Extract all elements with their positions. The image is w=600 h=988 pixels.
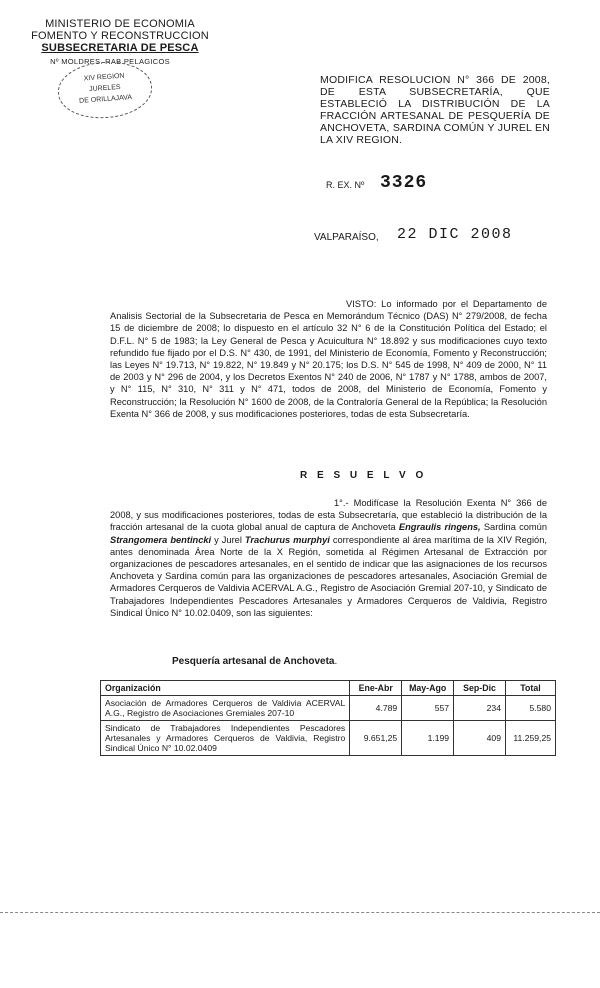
article-1-text: 1°.- Modifícase la Resolución Exenta N° 366 de 2008, y sus modificaciones posteriores, todas de esta Subsecretaría, que estableció la distribución de la fracción artesanal de la cuota global anual de captura de Anchoveta [110,498,547,533]
table-row [101,696,556,721]
species-anchoveta: Engraulis ringens, [398,522,481,533]
subsecretaria-name: SUBSECRETARIA DE PESCA [41,42,199,54]
quota-cell: 9.651,25 [350,721,402,756]
organization-cell: Sindicato de Trabajadores Independientes Pescadores Artesanales y Armadores Cerqueros de Valdivia, Registro Sindical Único N° 10.02.0409 [101,721,350,756]
stamp-line: DE ORILLAJAVA [78,94,133,105]
resolution-label: R. EX. Nº [326,180,365,190]
quota-cell: 409 [454,721,506,756]
stamp-line: JURELES [88,83,121,94]
species-sardina: Strangomera bentincki [110,534,212,545]
resuelvo-heading: R E S U E L V O [300,470,427,481]
column-header: May-Ago [402,681,454,696]
quota-cell: 1.199 [402,721,454,756]
table-title [172,656,337,667]
quota-cell: 4.789 [350,696,402,721]
resolution-place: VALPARAÍSO, [314,232,379,243]
ministry-division: FOMENTO Y RECONSTRUCCION [31,30,209,42]
article-1-paragraph [110,497,547,619]
resolution-subject: MODIFICA RESOLUCION N° 366 DE 2008, DE ESTA SUBSECRETARÍA, QUE ESTABLECIÓ LA DISTRIBUCIÓN DE LA FRACCIÓN ARTESANAL DE PESQUERÍA DE ANCHOVETA, SARDINA COMÚN Y JUREL EN LA XIV REGION. [320,74,550,146]
stamp-caption: Nº MOLDRES. RAB PELAGICOS [50,57,170,66]
column-header: Organización [101,681,350,696]
article-1-text: Sardina común [483,522,547,533]
total-cell: 5.580 [505,696,555,721]
column-header: Ene-Abr [350,681,402,696]
page-divider [0,912,600,913]
article-1-text: y Jurel [214,534,242,545]
ministry-name: MINISTERIO DE ECONOMIA [45,18,195,30]
table-title-dot: . [334,656,338,667]
column-header: Sep-Dic [454,681,506,696]
quota-cell: 234 [454,696,506,721]
resolution-number: 3326 [380,173,428,193]
organization-cell: Asociación de Armadores Cerqueros de Valdivia ACERVAL A.G., Registro de Asociaciones Gremiales 207-10 [101,696,350,721]
table-row [101,721,556,756]
ministry-header [30,18,210,54]
column-header: Total [505,681,555,696]
species-jurel: Trachurus murphyi [244,534,330,545]
stamp-line: XIV REGION [83,72,125,83]
table-title-text: Pesquería artesanal de Anchoveta [172,656,335,667]
resolution-date: 22 DIC 2008 [397,226,513,243]
visto-text: VISTO: Lo informado por el Departamento de Analisis Sectorial de la Subsecretaria de Pesca en Memorándum Técnico (DAS) N° 279/2008, de fecha 15 de diciembre de 2008; lo dispuesto en el artículo 32 N° 6 de la Constitución Política del Estado; el D.F.L. N° 5 de 1983; la Ley General de Pesca y Acuicultura N° 18.892 y sus modificaciones cuyo texto refundido fue fijado por el D.S. N° 430, de 1991, del Ministerio de Economía, Fomento y Reconstrucción; las Leyes N° 19.713, N° 19.822, N° 19.849 y N° 20.175; los D.S. N° 545 de 1998, N° 409 de 2000, N° 11 de 2003 y N° 296 de 2004, y los Decretos Exentos N° 240 de 2006, N° 1787 y N° 1788, ambos de 2007, y N° 115, N° 310, N° 311 y N° 471, todos de 2008, del Ministerio de Economía, Fomento y Reconstrucción; la Resolución N° 1600 de 2008, de la Contraloría General de la República; la Resolución Exenta N° 366 de 2008, y sus modificaciones posteriores, todas de esta Subsecretaría. [110,299,547,419]
article-1-text: correspondiente al área marítima de la XIV Región, antes denominada Área Norte de la X Región, sometida al Régimen Artesanal de Extracción por organizaciones de pescadores artesanales, en el sentido de indicar que las asignaciones de los recursos Anchoveta y Sardina común para las organizaciones de pescadores artesanales, Asociación Gremial de Armadores Cerqueros de Valdivia ACERVAL A.G., Registro de Asociación Gremial 207-10, y Sindicato de Trabajadores Independientes Pescadores Artesanales y Armadores Cerqueros de Valdivia, Registro Sindical Único N° 10.02.0409, son las siguientes: [110,534,547,618]
quota-cell: 557 [402,696,454,721]
visto-paragraph [110,298,547,420]
table-header-row [101,681,556,696]
office-stamp [56,59,154,121]
quota-table [100,680,556,756]
total-cell: 11.259,25 [505,721,555,756]
